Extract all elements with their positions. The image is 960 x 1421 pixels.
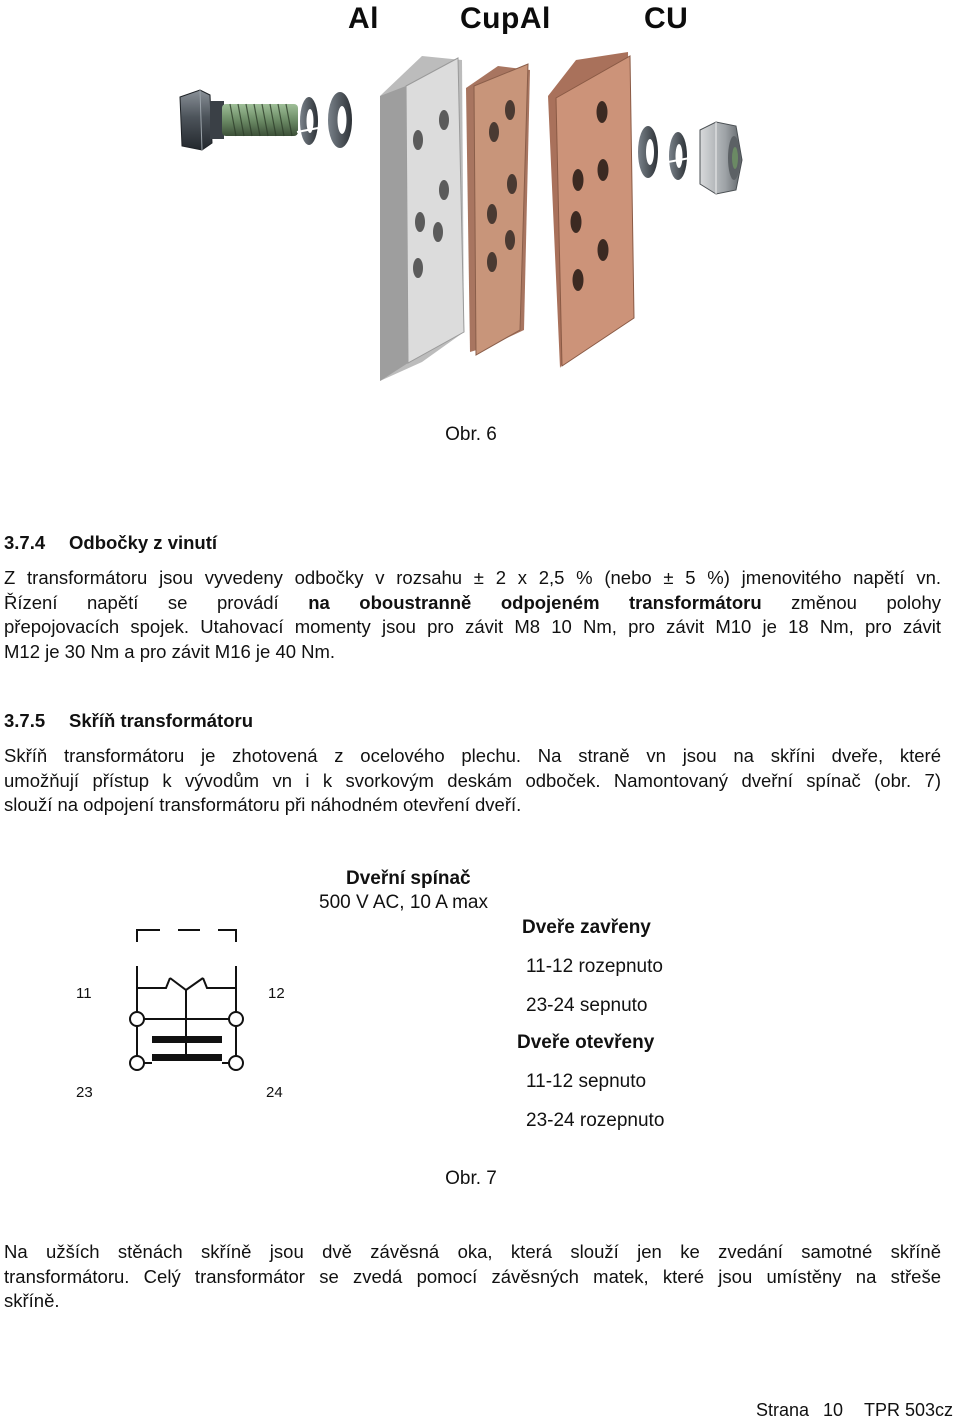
no-contact-bar: [152, 1036, 222, 1043]
label-cupal: CupAl: [460, 2, 551, 35]
text-run: umožňují přístup k vývodům vn i k svorkovým deskám odboček. Namontovaný dveřní spínač (obr. 7): [4, 769, 941, 791]
text-line: [4, 769, 941, 794]
door-closed-item-1: 11-12 rozepnuto: [526, 956, 663, 977]
text-run: M12 je 30 Nm a pro závit M16 je 40 Nm.: [4, 640, 336, 662]
text-run: transformátoru. Celý transformátor se zvedá pomocí závěsných matek, které jsou umístěny na střeše: [4, 1265, 941, 1287]
copper-plate: [548, 52, 634, 368]
hex-nut: [700, 122, 742, 194]
terminal-12-circle: [229, 1012, 243, 1026]
text-run: skříně.: [4, 1290, 60, 1311]
label-cu: CU: [644, 2, 689, 35]
door-switch-schematic: [60, 918, 310, 1108]
text-run: Řízení napětí se provádí: [4, 591, 309, 613]
text-line: [4, 566, 941, 591]
text-line: [4, 744, 941, 769]
text-run: slouží na odpojení transformátoru při náhodném otevření dveří.: [4, 794, 522, 815]
text-line: [4, 640, 941, 665]
section-374-number: 3.7.4: [4, 532, 46, 553]
text-line: [4, 615, 941, 640]
figure6-caption: Obr. 6: [445, 424, 497, 445]
spring-washer-left: [297, 97, 318, 145]
text-line: [4, 793, 941, 818]
terminal-12-label: 12: [268, 985, 285, 1002]
figure7-caption: Obr. 7: [445, 1168, 497, 1189]
terminal-11-circle: [130, 1012, 144, 1026]
section-375-number: 3.7.5: [4, 710, 46, 731]
section-374-paragraph: [4, 566, 941, 664]
door-open-title: Dveře otevřeny: [517, 1032, 655, 1053]
terminal-24-label: 24: [266, 1084, 283, 1101]
terminal-23-label: 23: [76, 1084, 93, 1101]
flat-washer-right: [638, 126, 658, 178]
text-run: přepojovacích spojek. Utahovací momenty jsou pro závit M8 10 Nm, pro závit M10 je 18 Nm, pro závit: [4, 616, 941, 637]
text-line: [4, 1240, 941, 1265]
text-line: [4, 1265, 941, 1290]
text-line: [4, 591, 941, 616]
section-375-paragraph: [4, 744, 941, 818]
footer-doc-code: TPR 503cz: [864, 1400, 954, 1420]
terminal-24-circle: [229, 1056, 243, 1070]
door-open-item-1: 11-12 sepnuto: [526, 1071, 647, 1092]
terminal-11-label: 11: [76, 985, 92, 1002]
section-375-title: Skříň transformátoru: [69, 710, 254, 731]
text-line: [4, 1289, 941, 1314]
door-closed-item-2: 23-24 sepnuto: [526, 995, 648, 1016]
cupal-plate: [466, 64, 530, 355]
footer-page-number: 10: [823, 1400, 844, 1420]
text-run: Z transformátoru jsou vyvedeny odbočky v rozsahu ± 2 x 2,5 % (nebo ± 5 %) jmenovitého napětí vn.: [4, 567, 941, 588]
closing-paragraph: [4, 1240, 941, 1314]
label-al: Al: [348, 2, 379, 35]
bolt: [180, 90, 298, 150]
aluminium-plate: [380, 56, 464, 381]
section-375-heading: [4, 710, 253, 732]
footer-page-label: Strana: [756, 1400, 810, 1420]
text-run: Na užších stěnách skříně jsou dvě závěsná oka, která slouží jen ke zvedání samotné skříně: [4, 1241, 941, 1262]
door-switch-title: Dveřní spínač: [346, 868, 471, 889]
text-run: změnou polohy: [761, 591, 941, 613]
no-contact-bar-lower: [152, 1054, 222, 1061]
door-switch-rating: 500 V AC, 10 A max: [319, 892, 488, 913]
section-374-heading: [4, 532, 217, 554]
terminal-23-circle: [130, 1056, 144, 1070]
emphasis-text: na oboustranně odpojeném transformátoru: [308, 591, 762, 613]
text-run: Skříň transformátoru je zhotovená z ocelového plechu. Na straně vn jsou na skříni dveře, které: [4, 745, 941, 766]
spring-washer-right: [668, 132, 690, 180]
door-open-item-2: 23-24 rozepnuto: [526, 1110, 665, 1131]
flat-washer-left: [328, 92, 352, 148]
section-374-title: Odbočky z vinutí: [69, 532, 218, 553]
door-closed-title: Dveře zavřeny: [522, 917, 651, 938]
bolted-joint-illustration: [0, 0, 960, 400]
